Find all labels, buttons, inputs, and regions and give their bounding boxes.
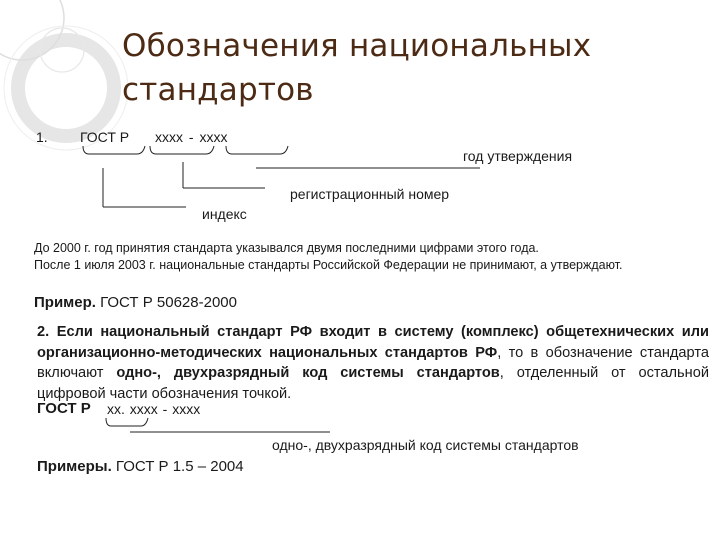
label-index: индекс <box>202 206 247 222</box>
label-year: год утверждения <box>463 148 573 164</box>
gost2-pattern: хх. хххх - хххх <box>107 401 201 417</box>
item2-part3: , отделенный от остальной цифровой части обозначения точкой. <box>37 365 709 402</box>
note-line-2: После 1 июля 2003 г. национальные стандарты Российской Федерации не принимают, а утверждают. <box>34 258 623 272</box>
item2-bold2: одно-, двухразрядный код системы стандартов <box>116 365 500 381</box>
example2-text: ГОСТ Р 1.5 – 2004 <box>111 458 244 475</box>
label-system-code: одно-, двухразрядный код системы стандартов <box>272 437 579 453</box>
label-registration: регистрационный номер <box>290 186 450 202</box>
item1-number: 1. <box>36 129 48 145</box>
example1-text: ГОСТ Р 50628-2000 <box>95 294 237 311</box>
page-title: Обозначения национальных стандартов <box>122 28 592 108</box>
item2-part2: , то в обозначение стандарта включают <box>37 344 709 381</box>
example2 <box>37 458 244 475</box>
example2-label: Примеры. <box>37 458 112 475</box>
item2-bold1: систему (комплекс) общетехнических или организационно-методических национальных стандартов РФ <box>37 324 709 361</box>
gost2-gost: ГОСТ Р <box>37 400 91 417</box>
item2-part1: 2. Если национальный стандарт РФ входит в <box>37 324 395 340</box>
item1-gost: ГОСТ Р <box>80 129 130 145</box>
note-line-1: До 2000 г. год принятия стандарта указывался двумя последними цифрами этого года. <box>34 241 539 255</box>
item1-pattern: хххх - хххх <box>155 129 228 145</box>
example1-label: Пример. <box>34 294 96 311</box>
